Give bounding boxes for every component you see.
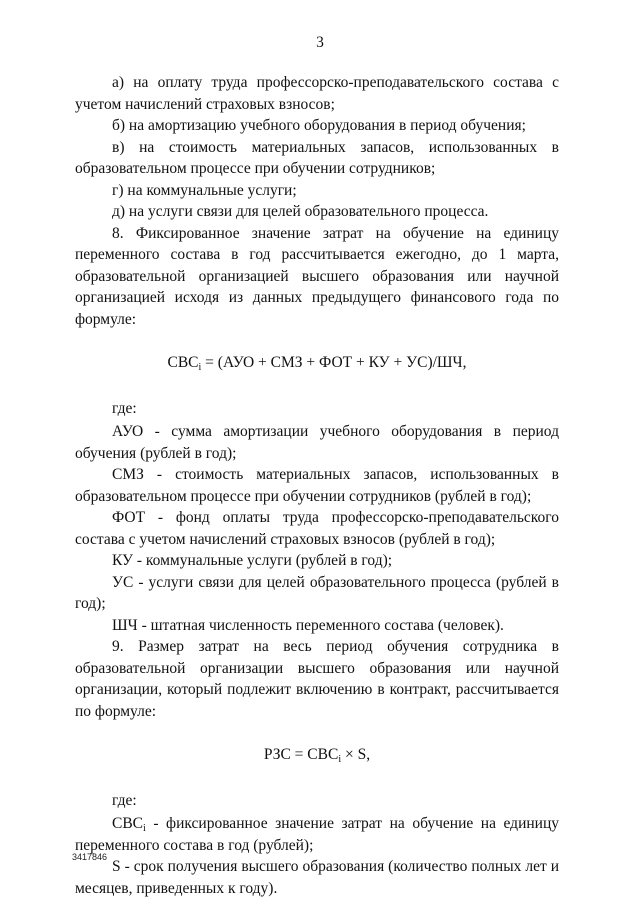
definition-smz: СМЗ - стоимость материальных запасов, использованных в образовательном процессе при обучении сотрудников (рублей в год); — [75, 466, 559, 505]
definition-fot: ФОТ - фонд оплаты труда профессорско-преподавательского состава с учетом начислений страховых взносов (рублей в год); — [75, 509, 559, 548]
list-item-a: а) на оплату труда профессорско-преподавательского состава с учетом начислений страховых взносов; — [75, 74, 559, 113]
definition-shch: ШЧ - штатная численность переменного состава (человек). — [112, 616, 504, 634]
definition-auo: АУО - сумма амортизации учебного оборудования в период обучения (рублей в год); — [75, 423, 559, 462]
list-item-d: г) на коммунальные услуги; — [112, 181, 297, 199]
formula-svc — [75, 352, 559, 374]
where-label-2: где: — [112, 791, 137, 809]
formula-svc-subscript: i — [198, 362, 202, 373]
formula-svc-left: СВС — [167, 354, 199, 371]
formula-rzs-subscript: i — [338, 754, 342, 765]
definition-svc-term: СВС — [112, 815, 144, 832]
list-item-b: б) на амортизацию учебного оборудования в период обучения; — [112, 117, 526, 134]
definition-ku: КУ - коммунальные услуги (рублей в год); — [112, 552, 393, 569]
paragraph-8: 8. Фиксированное значение затрат на обучение на единицу переменного состава в год рассчитывается ежегодно, до 1 марта, образовательной организацией высшего образования или научной организацией исходя из данных предыдущего финансового года по формуле: — [75, 224, 559, 328]
page-number: 3 — [316, 34, 324, 51]
document-body — [75, 72, 559, 899]
document-code: 3417846 — [72, 852, 108, 862]
where-label-1: где: — [112, 399, 137, 417]
definition-svc-text: - фиксированное значение затрат на обучение на единицу переменного состава в год (рублей); — [75, 815, 559, 854]
formula-rzs — [75, 744, 559, 766]
list-item-c: в) на стоимость материальных запасов, использованных в образовательном процессе при обучении сотрудников; — [75, 138, 559, 177]
formula-svc-right: = (АУО + СМЗ + ФОТ + КУ + УС)/ШЧ, — [201, 354, 467, 371]
list-item-e: д) на услуги связи для целей образовательного процесса. — [112, 203, 489, 220]
formula-rzs-right: × S, — [341, 746, 371, 763]
definition-s: S - срок получения высшего образования (количество полных лет и месяцев, приведенных к году). — [75, 858, 559, 897]
paragraph-9: 9. Размер затрат на весь период обучения сотрудника в образовательной организации высшего образования или научной организации, который подлежит включению в контракт, рассчитывается по формуле: — [75, 638, 559, 720]
formula-rzs-left: РЗС = СВС — [263, 746, 339, 763]
definition-us: УС - услуги связи для целей образовательного процесса (рублей в год); — [75, 573, 559, 612]
definition-svc — [75, 813, 559, 856]
definition-svc-subscript: i — [143, 823, 146, 834]
